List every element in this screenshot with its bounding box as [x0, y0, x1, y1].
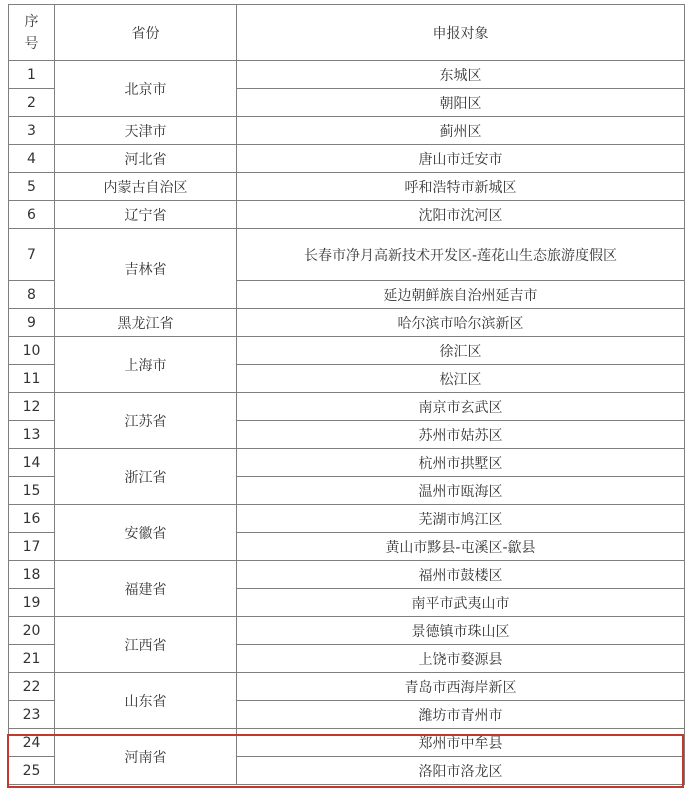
- row-number: 9: [9, 309, 55, 337]
- table-row: [9, 617, 685, 645]
- row-number: 22: [9, 673, 55, 701]
- row-number: 5: [9, 173, 55, 201]
- province-cell: 吉林省: [55, 229, 237, 309]
- row-number: 18: [9, 561, 55, 589]
- table-row: [9, 729, 685, 757]
- province-cell: 黑龙江省: [55, 309, 237, 337]
- header-target: 申报对象: [237, 5, 685, 61]
- target-cell: 景德镇市珠山区: [237, 617, 685, 645]
- row-number: 2: [9, 89, 55, 117]
- row-number: 10: [9, 337, 55, 365]
- province-cell: 河北省: [55, 145, 237, 173]
- table-row: [9, 173, 685, 201]
- target-cell: 松江区: [237, 365, 685, 393]
- target-cell: 蓟州区: [237, 117, 685, 145]
- row-number: 3: [9, 117, 55, 145]
- target-cell: 苏州市姑苏区: [237, 421, 685, 449]
- target-cell: 唐山市迁安市: [237, 145, 685, 173]
- province-cell: 江西省: [55, 617, 237, 673]
- row-number: 6: [9, 201, 55, 229]
- province-cell: 安徽省: [55, 505, 237, 561]
- table-body: [9, 61, 685, 785]
- target-cell: 呼和浩特市新城区: [237, 173, 685, 201]
- row-number: 13: [9, 421, 55, 449]
- table-row: [9, 309, 685, 337]
- province-cell: 山东省: [55, 673, 237, 729]
- header-seq: [9, 5, 55, 61]
- target-cell: 青岛市西海岸新区: [237, 673, 685, 701]
- target-cell: 上饶市婺源县: [237, 645, 685, 673]
- target-cell: 朝阳区: [237, 89, 685, 117]
- row-number: 21: [9, 645, 55, 673]
- table-row: [9, 449, 685, 477]
- row-number: 25: [9, 757, 55, 785]
- target-cell: 南京市玄武区: [237, 393, 685, 421]
- province-cell: 天津市: [55, 117, 237, 145]
- row-number: 1: [9, 61, 55, 89]
- target-cell: 福州市鼓楼区: [237, 561, 685, 589]
- target-cell: 郑州市中牟县: [237, 729, 685, 757]
- table-row: [9, 117, 685, 145]
- table-header-row: [9, 5, 685, 61]
- target-cell: 杭州市拱墅区: [237, 449, 685, 477]
- header-province: 省份: [55, 5, 237, 61]
- row-number: 12: [9, 393, 55, 421]
- province-cell: 福建省: [55, 561, 237, 617]
- target-cell: 徐汇区: [237, 337, 685, 365]
- header-seq-line1: 序: [24, 13, 39, 30]
- table-row: [9, 337, 685, 365]
- table-row: [9, 145, 685, 173]
- row-number: 8: [9, 281, 55, 309]
- table-row: [9, 61, 685, 89]
- row-number: 7: [9, 229, 55, 281]
- header-seq-line2: 号: [24, 35, 39, 52]
- target-cell: 温州市瓯海区: [237, 477, 685, 505]
- province-cell: 辽宁省: [55, 201, 237, 229]
- table-row: [9, 561, 685, 589]
- province-cell: 内蒙古自治区: [55, 173, 237, 201]
- province-cell: 北京市: [55, 61, 237, 117]
- row-number: 14: [9, 449, 55, 477]
- declaration-table-container: [8, 4, 684, 791]
- table-row: [9, 201, 685, 229]
- target-cell: 哈尔滨市哈尔滨新区: [237, 309, 685, 337]
- province-cell: 上海市: [55, 337, 237, 393]
- row-number: 15: [9, 477, 55, 505]
- target-cell: 沈阳市沈河区: [237, 201, 685, 229]
- target-cell: 东城区: [237, 61, 685, 89]
- row-number: 23: [9, 701, 55, 729]
- target-cell: 潍坊市青州市: [237, 701, 685, 729]
- target-cell: 芜湖市鸠江区: [237, 505, 685, 533]
- row-number: 19: [9, 589, 55, 617]
- row-number: 20: [9, 617, 55, 645]
- row-number: 17: [9, 533, 55, 561]
- table-row: [9, 505, 685, 533]
- declaration-table: [8, 4, 685, 785]
- target-cell: 黄山市黟县-屯溪区-歙县: [237, 533, 685, 561]
- province-cell: 河南省: [55, 729, 237, 785]
- row-number: 24: [9, 729, 55, 757]
- table-row: [9, 393, 685, 421]
- province-cell: 浙江省: [55, 449, 237, 505]
- row-number: 16: [9, 505, 55, 533]
- province-cell: 江苏省: [55, 393, 237, 449]
- target-cell: 南平市武夷山市: [237, 589, 685, 617]
- target-cell: 长春市净月高新技术开发区-莲花山生态旅游度假区: [237, 229, 685, 281]
- row-number: 11: [9, 365, 55, 393]
- table-row: [9, 229, 685, 281]
- row-number: 4: [9, 145, 55, 173]
- target-cell: 洛阳市洛龙区: [237, 757, 685, 785]
- table-row: [9, 673, 685, 701]
- target-cell: 延边朝鲜族自治州延吉市: [237, 281, 685, 309]
